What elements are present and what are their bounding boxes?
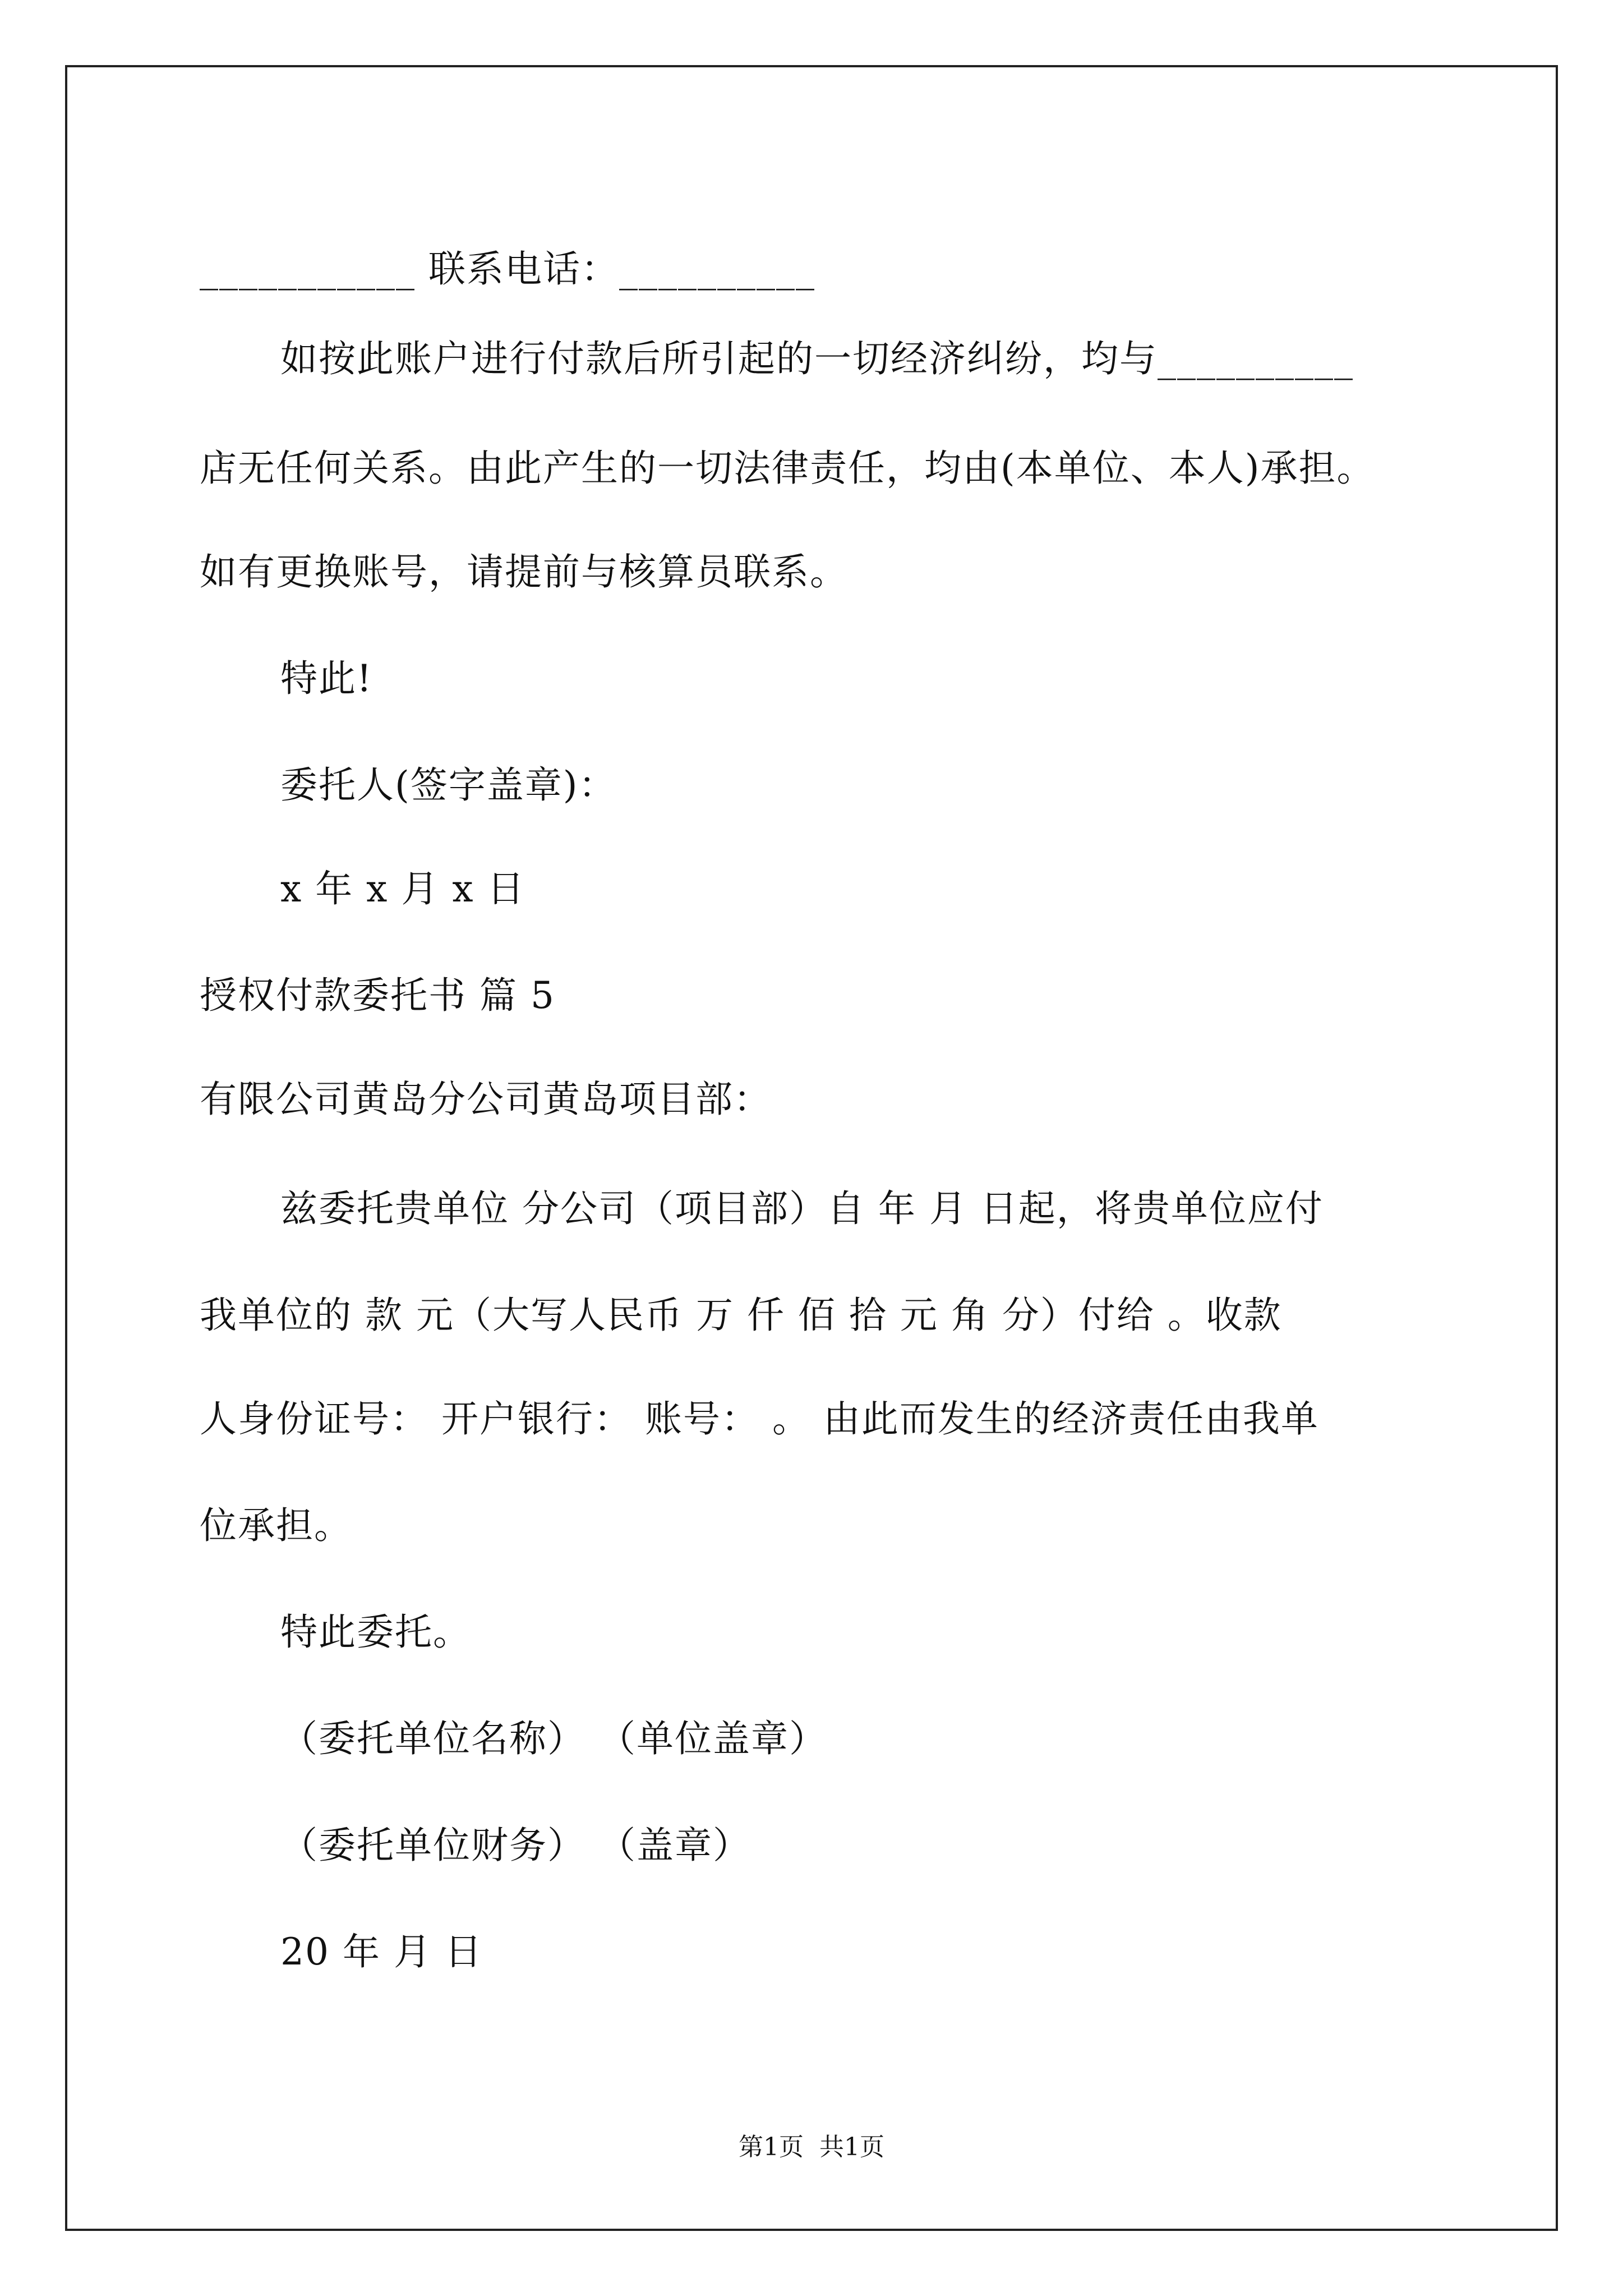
final-date-line: 20 年 月 日 [280,1930,483,1973]
principal-signature-line: 委托人(签字盖章)： [280,763,617,807]
page-footer: 第1页 共1页 [739,2133,884,2161]
dispute-clause-line-2: 店无任何关系。由此产生的一切法律责任，均由(本单位、本人)承担。 [200,447,1375,490]
addressee-line: 有限公司黄岛分公司黄岛项目部： [200,1078,772,1121]
body-line-3: 人身份证号： 开户银行： 账号： 。 由此而发生的经济责任由我单 [200,1397,1319,1441]
body-line-2: 我单位的 款 元（大写人民币 万 仟 佰 拾 元 角 分）付给 。收款 [200,1294,1282,1337]
account-change-line: 如有更换账号，请提前与核算员联系。 [200,550,848,593]
body-line-4: 位承担。 [200,1504,352,1547]
section-title: 授权付款委托书 篇 5 [200,974,555,1017]
closing-text: 特此! [280,657,373,700]
entrusting-unit-finance-line: （委托单位财务） （盖章） [280,1824,751,1867]
body-line-1: 兹委托贵单位 分公司（项目部）自 年 月 日起，将贵单位应付 [280,1187,1324,1230]
closing-entrust-text: 特此委托。 [280,1611,471,1654]
date-line: x 年 x 月 x 日 [280,867,525,910]
page-border [65,65,1558,2231]
contact-phone-line: ___________ 联系电话：__________ [200,247,815,291]
dispute-clause-line-1: 如按此账户进行付款后所引起的一切经济纠纷，均与__________ [280,337,1354,380]
entrusting-unit-name-line: （委托单位名称） （单位盖章） [280,1717,827,1760]
